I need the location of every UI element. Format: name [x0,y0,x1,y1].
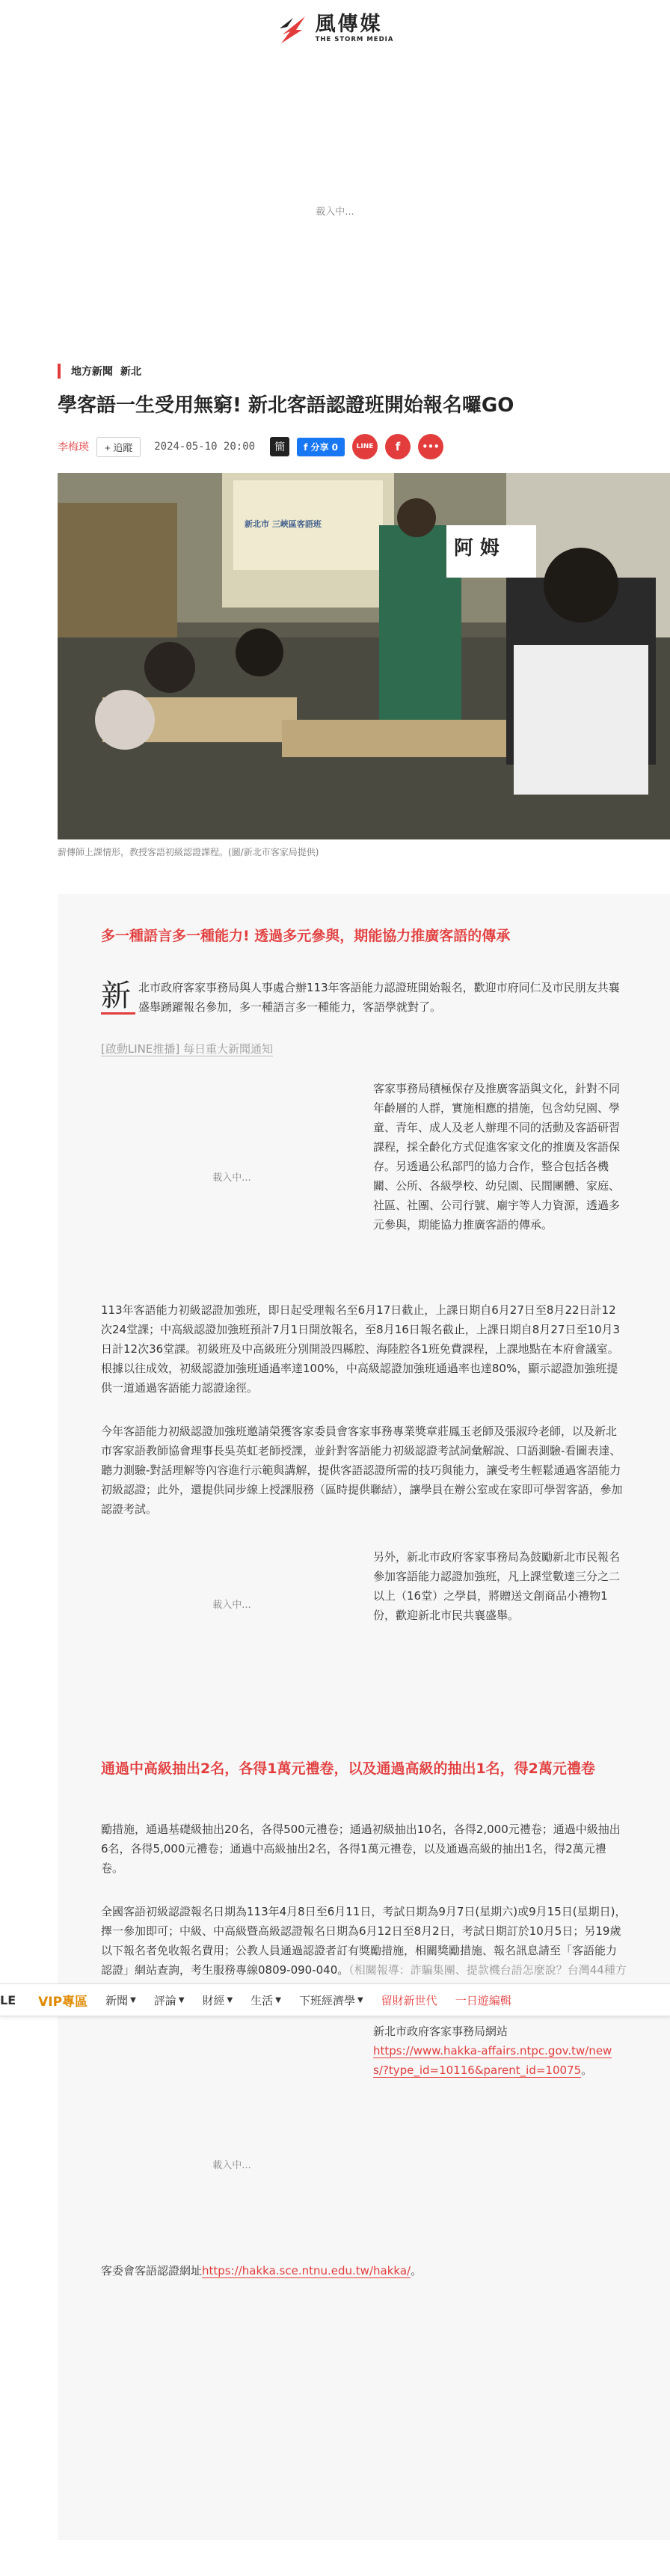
follow-button[interactable]: + 追蹤 [96,437,141,457]
paragraph-5-block [101,1547,627,1667]
paragraph-6: 勵措施，通過基礎級抽出20名，各得500元禮卷；通過初級抽出10名，各得2,000元禮卷；通過中級抽出6名，各得5,000元禮卷；通過中高級抽出2名，各得1萬元禮卷，以及通過高級的抽出1名，得2萬元禮卷。 [101,1823,621,1875]
nav-finance-label: 財經 [202,1993,225,2007]
paragraph-9-prefix: 客委會客語認證網址 [101,2264,203,2277]
nav-opinion[interactable] [145,1992,194,2008]
line-push-link[interactable] [101,1041,627,1056]
facebook-share-label: 分享 0 [310,441,339,453]
inline-ad-slot-3: 載入中... [212,2160,251,2171]
paragraph-2-block [101,1079,627,1281]
nav-finance[interactable] [194,1992,242,2008]
paragraph-9 [101,2261,627,2280]
nav-news[interactable] [96,1992,145,2008]
nav-opinion-label: 評論 [153,1993,176,2007]
sticky-nav-bar [0,1983,670,2016]
drop-cap: 新 [101,979,135,1015]
nav-after-work[interactable] [290,1992,372,2008]
tag-new-taipei[interactable]: 新北 [120,366,141,378]
line-share-icon[interactable]: LINE [352,434,378,459]
paragraph-8-prefix: 新北市政府客家事務局網站 [373,2025,508,2038]
related-articles-link[interactable]: （相關報導：詐騙集團、提款機台語怎麼說？台灣44種方 [348,1963,627,1977]
chevron-down-icon: ▼ [275,1995,281,2004]
chevron-down-icon: ▼ [130,1995,136,2004]
site-logo[interactable] [277,12,394,45]
ad-loading-label: 載入中... [316,206,354,218]
author-link[interactable]: 李梅瑛 [58,441,89,453]
photo-sign-text: 阿 姆 [454,537,500,560]
photo-caption: 薪傳師上課情形，教授客語初級認證課程。(圖/新北市客家局提供) [58,847,319,857]
facebook-share-button[interactable] [297,438,345,456]
breadcrumb [58,364,612,379]
more-share-icon[interactable]: ••• [418,434,443,459]
paragraph-1-text: 北市政府客家事務局與人事處合辦113年客語能力認證班開始報名，歡迎市府同仁及市民朋友共襄盛舉踴躍報名參加，多一種語言多一種能力，客語學就對了。 [138,981,620,1014]
site-header [0,0,670,57]
paragraph-7-text: 全國客語初級認證報名日期為113年4月8日至6月11日，考試日期為9月7日(星期六)或9月15日(星期日)，擇一參加即可；中級、中高級暨高級認證報名日期為6月12日至8月2日，考試日期訂於10月5日；另19歲以下報名者免收報名費用；公教人員通過認證者訂有獎勵措施，相關獎勵措施、報名訊息請至「客語能力認證」網站查詢，考生服務專線0809-090-040。 [101,1905,627,1977]
publish-date: 2024-05-10 20:00 [154,441,256,453]
nav-vip[interactable]: VIP專區 [38,1994,88,2010]
nav-day-trip[interactable]: 一日遊編輯 [455,1993,511,2007]
top-ad-slot [0,57,670,304]
line-push-prefix: [啟動LINE推播] [101,1042,180,1056]
page-title: 學客語一生受用無窮! 新北客語認證班開始報名囉GO [58,394,514,417]
nav-wealth[interactable]: 留財新世代 [381,1993,437,2007]
article-meta [58,434,612,459]
photo-poster-text: 新北市 三峽區客語班 [245,519,322,529]
article-head [0,364,670,459]
inline-ad-slot-2: 載入中... [212,1599,251,1611]
nav-life-label: 生活 [251,1993,274,2007]
hero-photo [58,473,670,839]
line-push-text: 每日重大新聞通知 [179,1042,273,1056]
chevron-down-icon: ▼ [357,1995,363,2004]
tag-local-news[interactable]: 地方新聞 [71,366,113,378]
nav-life[interactable] [242,1992,290,2008]
paragraph-3: 113年客語能力初級認證加強班，即日起受理報名至6月17日截止，上課日期自6月27日至8月22日計12次24堂課；中高級認證加強班預計7月1日開放報名，至8月16日報名截止，上課日期自8月27日至10月3日計12次36堂課。初級班及中高級班分別開設四縣腔、海陸腔各1班免費課程，上課地點在本府會議室。根據以往成效，初級認證加強班通過率達100%，中高級認證加強班通過率也達80%，顯示認證加強班提供一道通過客語能力認證途徑。 [101,1303,621,1395]
storm-logo-icon [277,12,310,45]
hakka-affairs-link[interactable]: https://www.hakka-affairs.ntpc.gov.tw/news/?type_id=10116&parent_id=10075 [373,2044,612,2077]
paragraph-9-suffix: 。 [411,2264,422,2277]
article-body [58,894,670,2540]
nav-news-label: 新聞 [105,1993,129,2007]
chevron-down-icon: ▼ [227,1995,233,2004]
paragraph-2: 客家事務局積極保存及推廣客語與文化，針對不同年齡層的人群，實施相應的措施，包含幼兒園、學童、青年、成人及老人辦理不同的活動及客語研習課程，採全齡化方式促進客家文化的推廣及客語保存。另透過公私部門的協力合作，整合包括各機關、公所、各級學校、幼兒園、民間團體、家庭、社區、社團、公司行號、廟宇等人力資源，透過多元參與，期能協力推廣客語的傳承。 [373,1082,621,1232]
hakka-certification-link[interactable]: https://hakka.sce.ntnu.edu.tw/hakka/ [202,2264,411,2277]
nav-after-work-label: 下班經濟學 [298,1993,355,2007]
paragraph-8-suffix: 。 [581,2063,593,2077]
subheading-1: 多一種語言多一種能力! 透過多元參與，期能協力推廣客語的傳承 [101,928,511,944]
logo-name-cn: 風傳媒 [315,13,383,36]
facebook-icon: f [304,441,311,453]
classroom-photo [58,473,670,839]
inline-ad-slot-1: 載入中... [212,1172,251,1184]
logo-name-en: THE STORM MEDIA [315,36,394,43]
facebook-circle-icon[interactable]: f [385,434,411,459]
paragraph-1 [101,978,627,1017]
paragraph-4: 今年客語能力初級認證加強班邀請榮獲客家委員會客家事務專業獎章莊鳳玉老師及張淑玲老師，以及新北市客家語教師協會理事長吳英虹老師授課，並針對客語能力初級認證考試詞彙解說、口語測驗-看圖表達、聽力測驗-對話理解等內容進行示範與講解，提供客語認證所需的技巧與能力，讓受考生輕鬆通過客語能力初級認證；此外，還提供同步線上授課服務（區時提供聯結），讓學員在辦公室或在家即可學習客語，參加認證考試。 [101,1425,623,1516]
paragraph-8-block [101,2022,627,2179]
nav-cut-label[interactable]: LE [0,1992,16,2007]
subheading-2: 通過中高級抽出2名，各得1萬元禮卷，以及通過高級的抽出1名，得2萬元禮卷 [101,1760,595,1777]
paragraph-5: 另外，新北市政府客家事務局為鼓勵新北市民報名參加客語能力認證加強班，凡上課堂數達三分之二以上（16堂）之學員，將贈送文創商品小禮物1份，歡迎新北市民共襄盛舉。 [373,1550,621,1622]
simplified-chinese-button[interactable]: 簡 [270,437,289,456]
chevron-down-icon: ▼ [178,1995,185,2004]
